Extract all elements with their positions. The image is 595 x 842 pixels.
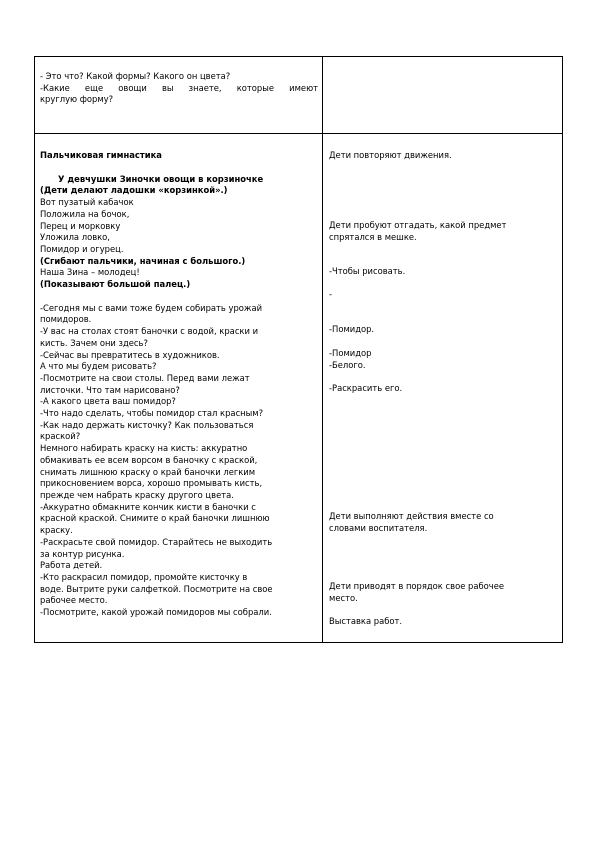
children-response: -Помидор — [329, 348, 372, 358]
children-response: место. — [329, 593, 358, 603]
text-line: кисть. Зачем они здесь? — [40, 337, 148, 348]
children-response: Дети приводят в порядок свое рабочее — [329, 581, 504, 591]
text-line: -Как надо держать кисточку? Как пользоваться — [40, 419, 254, 430]
children-response: Дети выполняют действия вместе со — [329, 511, 494, 521]
text-line: Немного набирать краску на кисть: аккуратно — [40, 443, 248, 454]
text-line: Наша Зина – молодец! — [40, 267, 140, 278]
section-title: Пальчиковая гимнастика — [40, 150, 162, 160]
children-response: словами воспитателя. — [329, 523, 428, 533]
text-line: краской? — [40, 431, 81, 442]
children-response: -Раскрасить его. — [329, 383, 403, 393]
text-line: Работа детей. — [40, 560, 103, 571]
text-line: Помидор и огурец. — [40, 243, 124, 254]
text-line: обмакивать ее всем ворсом в баночку с краской, — [40, 454, 258, 465]
children-response: -Помидор. — [329, 324, 375, 334]
text-line: за контур рисунка. — [40, 548, 125, 559]
text-line: -Раскрасьте свой помидор. Старайтесь не выходить — [40, 536, 273, 547]
text-line: рабочее место. — [40, 595, 108, 606]
text-line: Перец и морковку — [40, 220, 121, 231]
text-line: -Аккуратно обмакните кончик кисти в баночки с — [40, 501, 256, 512]
text-line: помидоров. — [40, 314, 92, 325]
text-line: А что мы будем рисовать? — [40, 361, 157, 372]
children-response: Дети пробуют отгадать, какой предмет — [329, 220, 507, 230]
text-line: -Сейчас вы превратитесь в художников. — [40, 349, 220, 360]
text-line: Уложила ловко, — [40, 232, 110, 243]
teacher-cell-1 — [35, 57, 323, 134]
text-line: -Посмотрите на свои столы. Перед вами лежат — [40, 372, 250, 383]
text-line: листочки. Что там нарисовано? — [40, 384, 180, 395]
text-line: -Какие еще овощи вы знаете, которые имеют — [40, 82, 318, 93]
text-line: -Сегодня мы с вами тоже будем собирать урожай — [40, 302, 263, 313]
children-response: спрятался в мешке. — [329, 232, 417, 242]
children-response: - — [329, 289, 333, 299]
text-line: краску. — [40, 525, 73, 536]
teacher-cell-2 — [35, 134, 323, 643]
text-line: -Посмотрите, какой урожай помидоров мы собрали. — [40, 607, 272, 618]
text-line: прикосновением ворса, хорошо промывать кисть, — [40, 478, 263, 489]
children-response: -Белого. — [329, 360, 366, 370]
children-cell-2 — [323, 134, 563, 643]
children-response: Дети повторяют движения. — [329, 150, 452, 160]
lesson-table — [34, 56, 563, 643]
text-line: -Кто раскрасил помидор, промойте кисточку в — [40, 571, 248, 582]
text-line: прежде чем набрать краску другого цвета. — [40, 489, 234, 500]
text-line: воде. Вытрите руки салфеткой. Посмотрите на свое — [40, 583, 273, 594]
text-line: (Показывают большой палец.) — [40, 279, 191, 290]
text-line: - Это что? Какой формы? Какого он цвета? — [40, 71, 231, 81]
text-line: -А какого цвета ваш помидор? — [40, 396, 176, 407]
text-line: -Что надо сделать, чтобы помидор стал красным? — [40, 408, 264, 419]
children-cell-1 — [323, 57, 563, 134]
children-response: Выставка работ. — [329, 616, 403, 626]
text-line: -У вас на столах стоят баночки с водой, краски и — [40, 326, 259, 337]
text-line: (Дети делают ладошки «корзинкой».) — [40, 185, 228, 196]
table-row — [35, 57, 563, 134]
table-row — [35, 134, 563, 643]
text-line: Вот пузатый кабачок — [40, 197, 134, 208]
children-response: -Чтобы рисовать. — [329, 266, 406, 276]
text-line: (Сгибают пальчики, начиная с большого.) — [40, 255, 246, 266]
text-line: Положила на бочок, — [40, 208, 130, 219]
text-line: красной краской. Снимите о край баночки лишнюю — [40, 513, 270, 524]
poem-heading: У девчушки Зиночки овощи в корзиночке — [58, 173, 264, 184]
text-line: круглую форму? — [40, 94, 114, 105]
text-line: снимать лишнюю краску о край баночки легким — [40, 466, 256, 477]
